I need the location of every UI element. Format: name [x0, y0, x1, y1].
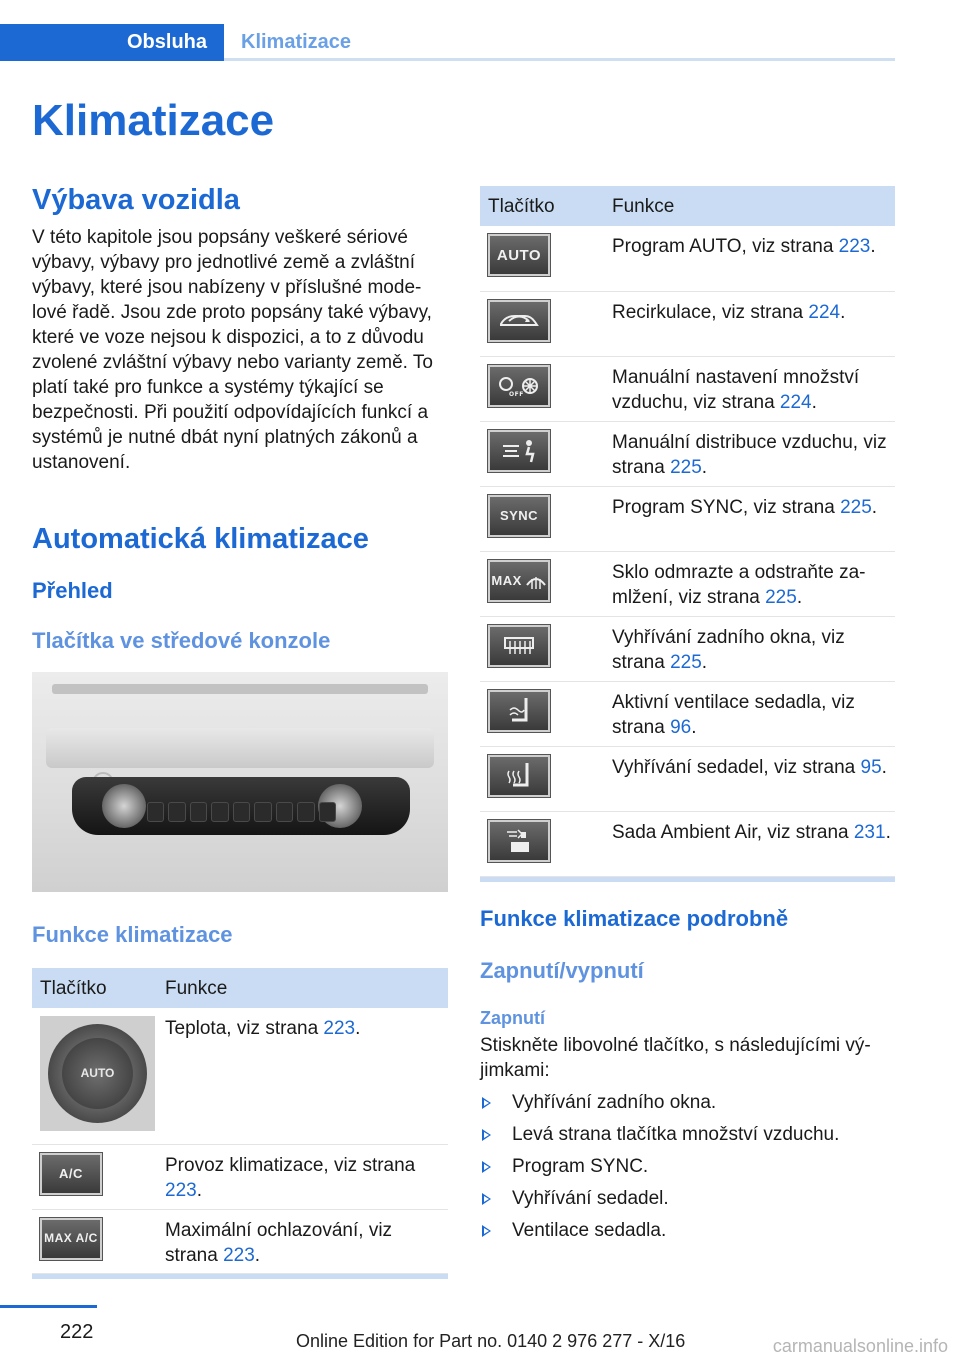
icon-cell — [32, 1209, 155, 1273]
triangle-bullet-icon — [482, 1129, 491, 1141]
function-text: Provoz klimatizace, viz strana 223. — [155, 1144, 448, 1209]
table-row — [480, 356, 895, 421]
triangle-bullet-icon — [482, 1225, 491, 1237]
on-heading: Zapnutí — [480, 1007, 545, 1028]
max-ac-icon: MAX A/C — [40, 1218, 102, 1260]
table-row — [32, 1144, 448, 1209]
function-text: Aktivní ventilace sedadla, viz strana 96. — [602, 681, 895, 746]
left-temp-knob — [102, 784, 146, 828]
icon-cell — [480, 746, 602, 811]
function-text: Manuální nastavení množství vzduchu, viz strana 224. — [602, 356, 895, 421]
icon-cell — [480, 811, 602, 876]
icon-cell — [480, 291, 602, 356]
icon-cell — [480, 681, 602, 746]
col-header-function: Funkce — [602, 186, 895, 226]
icon-cell — [32, 1144, 155, 1209]
list-item: Ventilace sedadla. — [480, 1215, 895, 1247]
table-row — [32, 1008, 448, 1144]
right-column — [480, 186, 895, 1247]
triangle-bullet-icon — [482, 1193, 491, 1205]
rear-defrost-icon — [488, 625, 550, 667]
seat-heating-icon — [488, 755, 550, 797]
table-row — [480, 746, 895, 811]
page-title: Klimatizace — [32, 96, 275, 145]
on-paragraph: Stiskněte libovolné tlačítko, s následujícími výjimkami: — [480, 1034, 871, 1081]
max-defrost-icon: MAX — [488, 560, 550, 602]
page-link[interactable]: 224 — [808, 301, 841, 323]
list-item: Levá strana tlačítka množství vzduchu. — [480, 1119, 895, 1151]
col-header-button: Tlačítko — [480, 186, 602, 226]
table-row — [480, 616, 895, 681]
col-header-function: Funkce — [155, 968, 448, 1008]
table-row — [480, 551, 895, 616]
functions-table-right — [480, 186, 895, 877]
fan-icon — [488, 365, 550, 407]
list-item: Program SYNC. — [480, 1151, 895, 1183]
function-text: Program SYNC, viz strana 225. — [602, 486, 895, 551]
function-text: Teplota, viz strana 223. — [155, 1008, 448, 1144]
function-text: Manuální distribuce vzduchu, viz strana 225. — [602, 421, 895, 486]
triangle-bullet-icon — [482, 1097, 491, 1109]
col-header-button: Tlačítko — [32, 968, 155, 1008]
header-tabs — [0, 24, 895, 61]
icon-cell — [480, 356, 602, 421]
table-row — [32, 1209, 448, 1273]
footer-rule — [0, 1305, 97, 1308]
table-row — [480, 811, 895, 876]
air-distribution-icon — [488, 430, 550, 472]
sync-icon: SYNC — [488, 495, 550, 537]
page-link[interactable]: 223 — [838, 236, 871, 257]
svg-text:OFF: OFF — [509, 390, 524, 398]
table-row — [480, 291, 895, 356]
list-item: Vyhřívání zadního okna. — [480, 1087, 895, 1119]
table-row — [480, 681, 895, 746]
ambient-air-icon — [488, 820, 550, 862]
page-link[interactable]: 225 — [765, 586, 797, 608]
triangle-bullet-icon — [482, 1161, 491, 1173]
console-slot — [52, 684, 428, 694]
watermark[interactable]: carmanualsonline.info — [772, 1336, 948, 1356]
section-title-auto-climate: Automatická klimatizace — [32, 523, 369, 555]
icon-cell — [480, 486, 602, 551]
page-link[interactable]: 223 — [223, 1244, 255, 1266]
functions-heading: Funkce klimatizace — [32, 922, 233, 947]
console-cd-unit — [46, 728, 434, 768]
table-end-bar — [480, 877, 895, 882]
functions-table-left — [32, 968, 448, 1274]
function-text: Vyhřívání zadního okna, viz strana 225. — [602, 616, 895, 681]
exceptions-list — [480, 1087, 895, 1247]
tab-obsluha[interactable]: Obsluha — [0, 24, 224, 61]
function-text: Maximální ochlazování, viz strana 223. — [155, 1209, 448, 1273]
page-link[interactable]: 95 — [860, 756, 882, 778]
ac-icon: A/C — [40, 1153, 102, 1195]
list-item: Vyhřívání sedadel. — [480, 1183, 895, 1215]
function-text: Program AUTO, viz strana 223. — [602, 226, 895, 291]
details-heading: Funkce klimatizace podrobně — [480, 905, 789, 931]
table-end-bar — [32, 1274, 448, 1279]
page-link[interactable]: 225 — [670, 651, 702, 673]
tab-klimatizace[interactable]: Klimatizace — [241, 31, 352, 53]
table-row — [480, 486, 895, 551]
auto-icon: AUTO — [488, 234, 550, 276]
overview-heading: Přehled — [32, 578, 113, 603]
seat-ventilation-icon — [488, 690, 550, 732]
edition-text: Online Edition for Part no. 0140 2 976 277 - X/16 — [296, 1331, 686, 1351]
intro-paragraph: V této kapitole jsou popsány veškeré sériové výbavy, výbavy pro jednotlivé země a zvláštní výbavy, které jsou nabízeny v příslušné modelové řadě. Jsou zde proto popsány také výbavy, které ve voze nejsou k dispozici, a to z důvodu zvolené zvláštní výbavy nebo varianty země. To platí také pro funkce a systémy týkající se bezpečnosti. Při použití odpovídajících funkcí a systémů je nutné dbát nyní platných zákonů a ustanovení. — [32, 227, 433, 473]
table-row — [480, 421, 895, 486]
page-number: 222 — [60, 1321, 94, 1343]
page-link[interactable]: 225 — [670, 456, 702, 478]
icon-cell — [480, 421, 602, 486]
icon-cell — [32, 1008, 155, 1144]
panel-button-row — [147, 802, 336, 822]
table-row — [480, 226, 895, 291]
recirculation-icon — [488, 300, 550, 342]
page-link[interactable]: 223 — [323, 1018, 356, 1039]
center-console-photo — [32, 672, 448, 892]
function-text: Vyhřívání sedadel, viz strana 95. — [602, 746, 895, 811]
icon-cell — [480, 551, 602, 616]
onoff-heading: Zapnutí/vypnutí — [480, 957, 644, 983]
page-link[interactable]: 225 — [840, 496, 872, 518]
auto-dial-icon: AUTO — [40, 1016, 155, 1131]
icon-cell — [480, 226, 602, 291]
page-link[interactable]: 231 — [853, 821, 886, 843]
function-text: Sada Ambient Air, viz strana 231. — [602, 811, 895, 876]
icon-cell — [480, 616, 602, 681]
buttons-heading: Tlačítka ve středové konzole — [32, 628, 331, 653]
section-title-equipment: Výbava vozidla — [32, 184, 240, 216]
page-link[interactable]: 224 — [779, 391, 812, 413]
function-text: Recirkulace, viz strana 224. — [602, 291, 895, 356]
page-link[interactable]: 96 — [670, 716, 692, 738]
function-text: Sklo odmrazte a odstraňte zamlžení, viz strana 225. — [602, 551, 895, 616]
page-link[interactable]: 223 — [165, 1179, 197, 1201]
left-column — [32, 184, 448, 1279]
